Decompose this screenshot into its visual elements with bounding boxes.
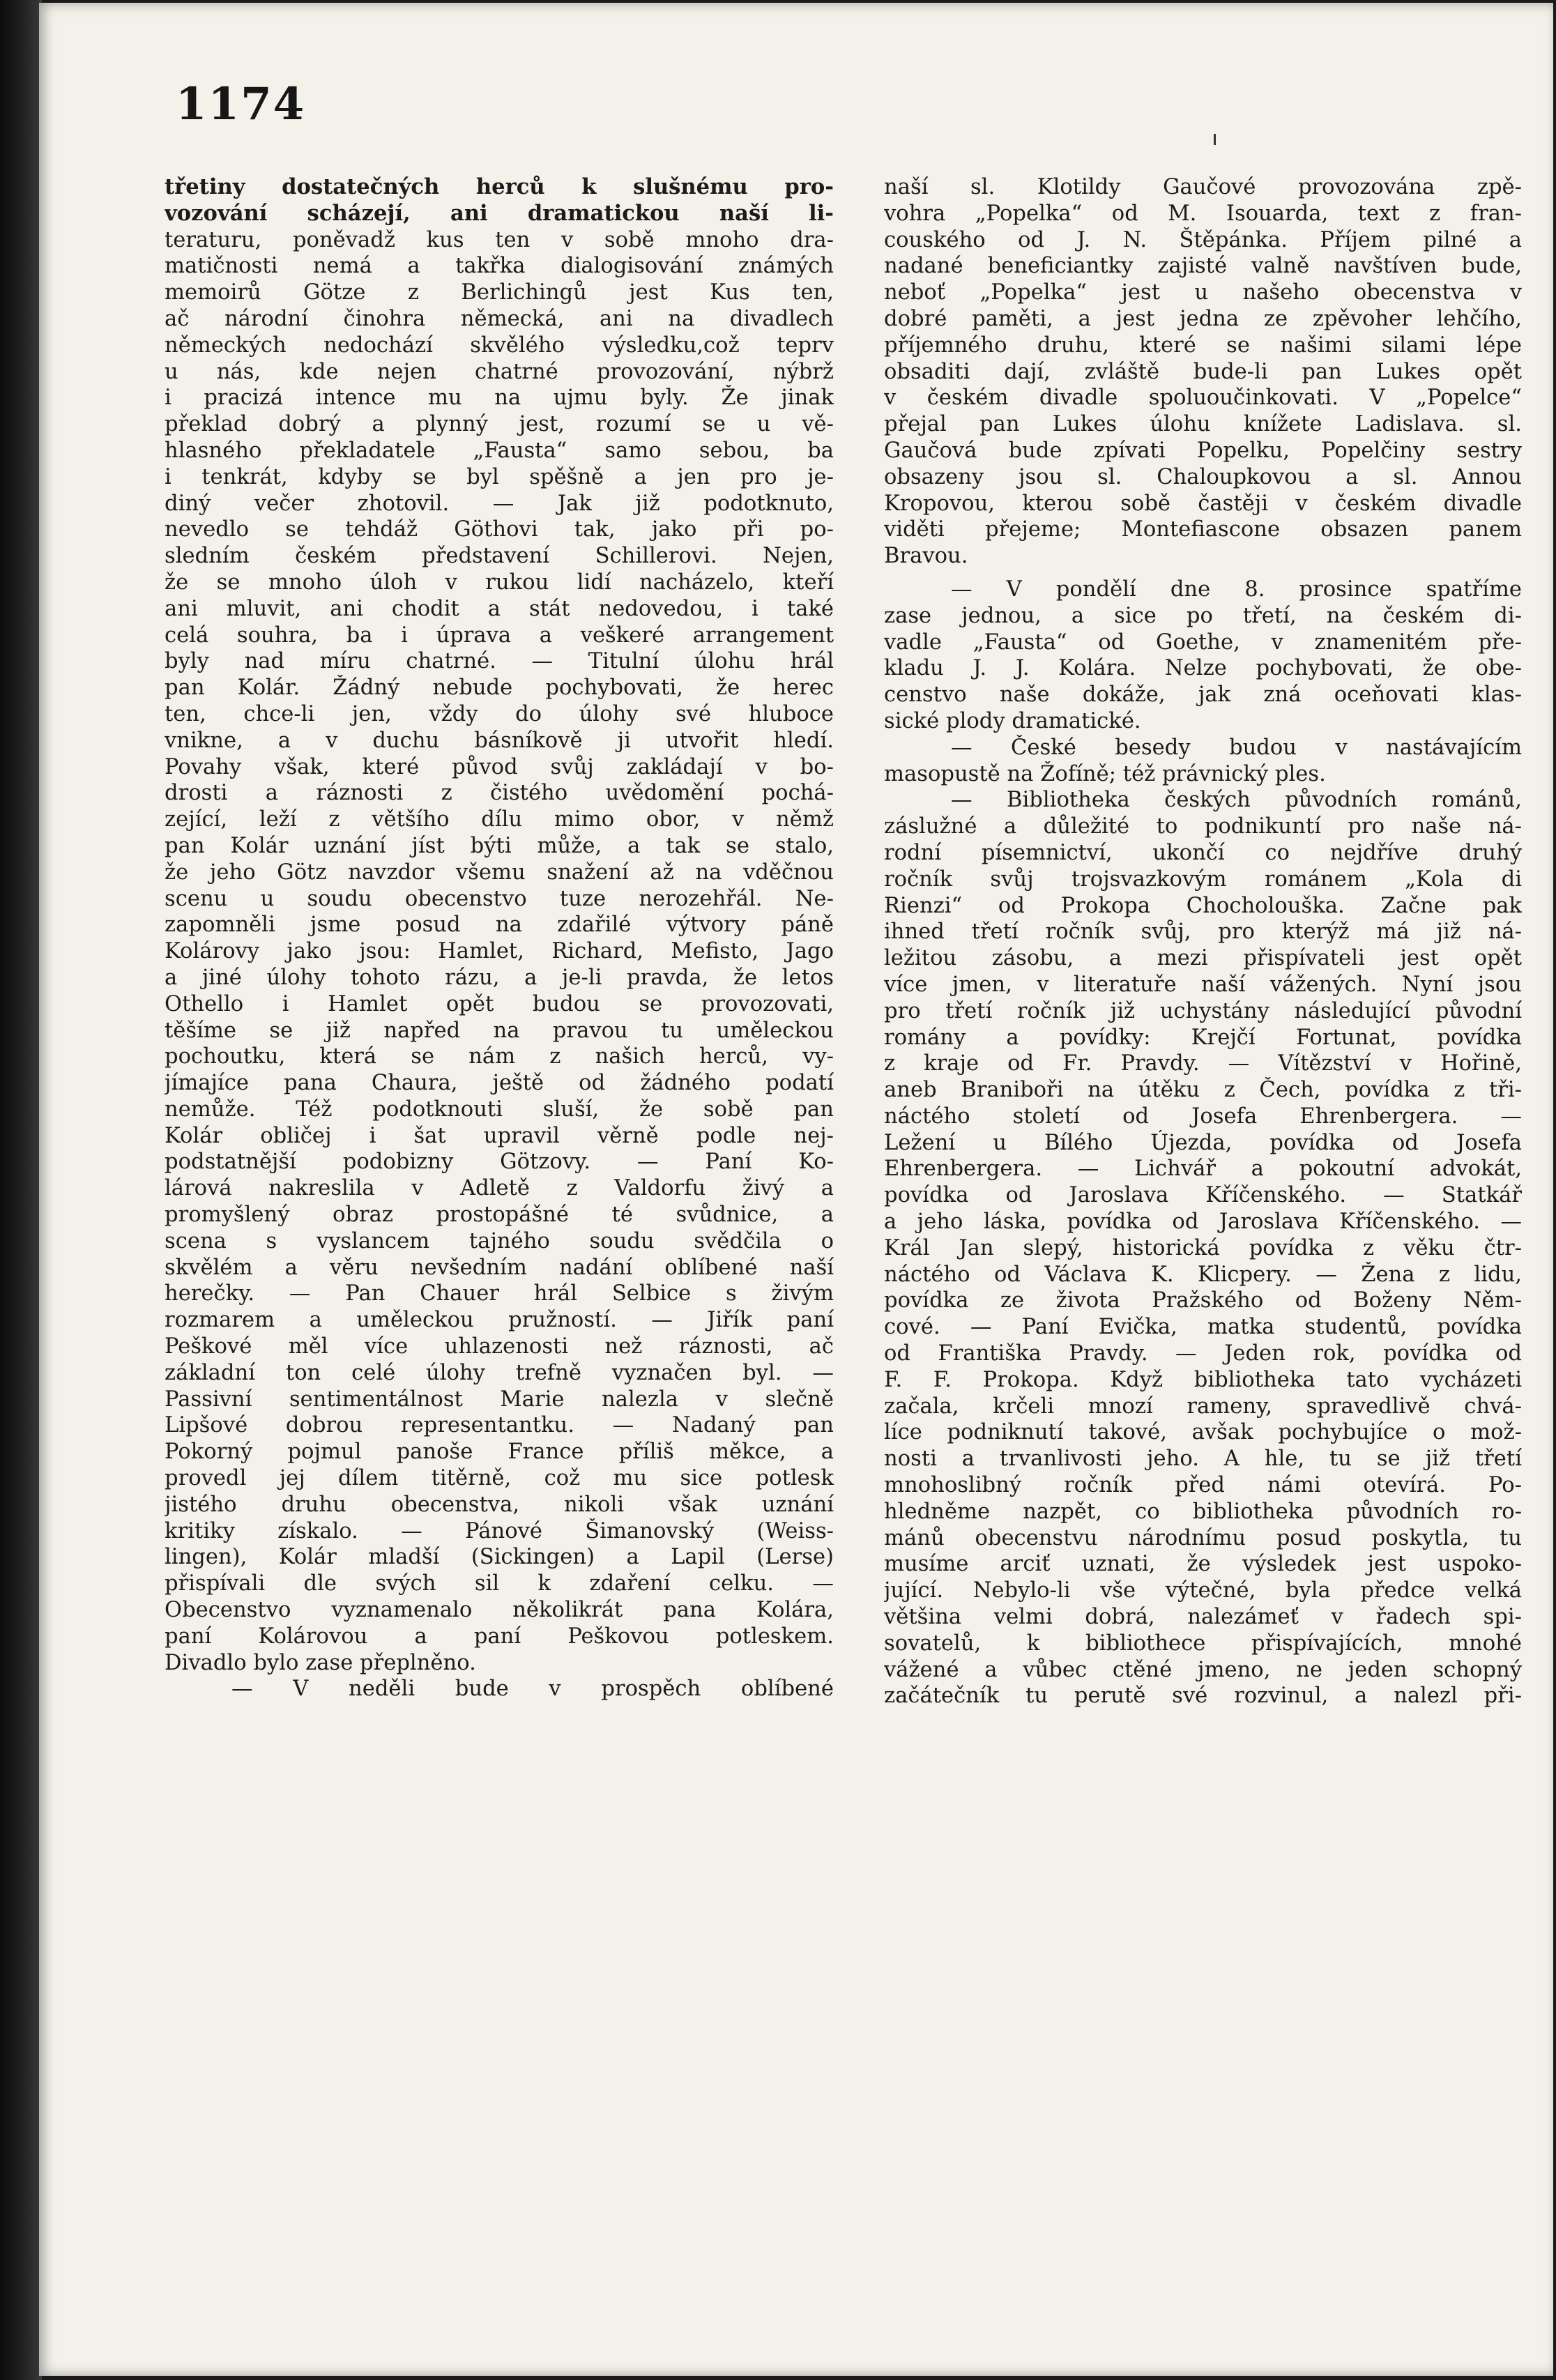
text-line: promyšlený obraz prostopášné té svůdnice, a <box>165 1203 834 1228</box>
text-line: Kropovou, kterou sobě častěji v českém divadle <box>884 491 1522 516</box>
text-line: Passivní sentimentálnost Marie nalezla v slečně <box>165 1387 834 1412</box>
text-line: zase jednou, a sice po třetí, na českém di- <box>884 603 1522 628</box>
text-line: sledním českém představení Schillerovi. Nejen, <box>165 544 834 569</box>
text-line: i tenkrát, kdyby se byl spěšně a jen pro je- <box>165 464 834 489</box>
text-line: celá souhra, ba i úprava a veškeré arrangement <box>165 623 834 648</box>
text-line: — Bibliotheka českých původních románů, <box>951 788 1522 813</box>
text-line: teraturu, poněvadž kus ten v sobě mnoho dra- <box>165 227 834 252</box>
text-line: začátečník tu perutě své rozvinul, a nalezl při- <box>884 1684 1522 1709</box>
text-line: skvělém a věru nevšedním nadání oblíbené naší <box>165 1255 834 1280</box>
text-line: přejal pan Lukes úlohu knížete Ladislava. sl. <box>884 412 1522 437</box>
text-line: ihned třetí ročník svůj, pro kterýž má již ná- <box>884 920 1522 945</box>
right-text-column <box>884 174 1522 1709</box>
text-line: naší sl. Klotildy Gaučové provozována zpě- <box>884 175 1522 199</box>
text-line: vozování scházejí, ani dramatickou naší li- <box>165 200 834 226</box>
text-line: Povahy však, které původ svůj zakládají v bo- <box>165 754 834 779</box>
text-line: lárová nakreslila v Adletě z Valdorfu živý a <box>165 1176 834 1201</box>
text-line: ten, chce-li jen, vždy do úlohy své hluboce <box>165 701 834 726</box>
text-line: drosti a ráznosti z čistého uvědomění pochá- <box>165 781 834 806</box>
left-text-column <box>165 174 834 1702</box>
text-line: záslužné a důležité to podnikuntí pro naše ná- <box>884 814 1522 839</box>
text-line: ročník svůj trojsvazkovým románem „Kola di <box>884 867 1522 892</box>
text-line: povídka od Jaroslava Kříčenského. — Statkář <box>884 1183 1522 1208</box>
text-line: cové. — Paní Evička, matka studentů, povídka <box>884 1315 1522 1340</box>
text-line: vážené a vůbec ctěné jmeno, ne jeden schopný <box>884 1657 1522 1682</box>
text-line: memoirů Götze z Berlichingů jest Kus ten, <box>165 280 834 305</box>
text-line: paní Kolárovou a paní Peškovou potleskem. <box>165 1624 834 1649</box>
text-line: vohra „Popelka“ od M. Isouarda, text z fran- <box>884 201 1522 226</box>
text-line: většina velmi dobrá, nalezámeť v řadech spi- <box>884 1605 1522 1630</box>
text-line: nosti a trvanlivosti jeho. A hle, tu se již třetí <box>884 1447 1522 1472</box>
text-line: příjemného druhu, které se našimi silami lépe <box>884 333 1522 358</box>
text-line: neboť „Popelka“ jest u našeho obecenstva v <box>884 280 1522 305</box>
text-line: nadané beneficiantky zajisté valně navštíven bude, <box>884 254 1522 279</box>
text-line: kladu J. J. Kolára. Nelze pochybovati, že obe- <box>884 656 1522 681</box>
text-line: provedl jej dílem titěrně, což mu sice potlesk <box>165 1466 834 1491</box>
text-line: náctého od Václava K. Klicpery. — Žena z lidu, <box>884 1262 1522 1287</box>
text-line: hlasného překladatele „Fausta“ samo sebou, ba <box>165 438 834 463</box>
text-line: scena s vyslancem tajného soudu svědčila o <box>165 1228 834 1253</box>
text-line: diný večer zhotovil. — Jak již podotknuto, <box>165 491 834 516</box>
scan-binding-edge <box>0 0 42 2380</box>
text-line: více jmen, v literatuře naší vážených. Nyní jsou <box>884 972 1522 997</box>
text-line: Obecenstvo vyznamenalo několikrát pana Kolára, <box>165 1598 834 1623</box>
text-line: Lipšové dobrou representantku. — Nadaný pan <box>165 1413 834 1438</box>
text-line: u nás, kde nejen chatrné provozování, nýbrž <box>165 359 834 384</box>
text-line: překlad dobrý a plynný jest, rozumí se u vě- <box>165 412 834 437</box>
text-line: Divadlo bylo zase přeplněno. <box>165 1650 476 1675</box>
text-line: Gaučová bude zpívati Popelku, Popelčiny sestry <box>884 438 1522 463</box>
text-line: viděti přejeme; Montefiascone obsazen panem <box>884 517 1522 542</box>
text-line: — V neděli bude v prospěch oblíbené <box>231 1677 834 1702</box>
text-line: rodní písemnictví, ukončí co nejdříve druhý <box>884 840 1522 865</box>
page-number: 1174 <box>176 78 306 130</box>
text-line: scenu u soudu obecenstvo tuze nerozehřál. Ne- <box>165 886 834 911</box>
text-line: ani mluvit, ani chodit a stát nedovedou, i také <box>165 596 834 621</box>
text-line: nemůže. Též podotknouti sluší, že sobě pan <box>165 1097 834 1122</box>
text-line: romány a povídky: Krejčí Fortunat, povídka <box>884 1025 1522 1050</box>
text-line: zející, leží z většího dílu mimo obor, v němž <box>165 807 834 832</box>
text-line: Peškové měl více uhlazenosti než ráznosti, ač <box>165 1334 834 1359</box>
text-line: zapomněli jsme posud na zdařilé výtvory páně <box>165 913 834 938</box>
text-line: dobré paměti, a jest jedna ze zpěvoher lehčího, <box>884 306 1522 331</box>
text-line: v českém divadle spoluоučinkovati. V „Popelce“ <box>884 386 1522 411</box>
text-line: musíme arciť uznati, že výsledek jest uspoko- <box>884 1552 1522 1577</box>
text-line: německých nedochází skvělého výsledku,což teprv <box>165 333 834 358</box>
text-line: a jiné úlohy tohoto rázu, a je-li pravda, že letos <box>165 965 834 990</box>
text-line: vadle „Fausta“ od Goethe, v znamenitém pře- <box>884 630 1522 655</box>
text-line: od Františka Pravdy. — Jeden rok, povídka od <box>884 1341 1522 1366</box>
text-line: Kolár obličej i šat upravil věrně podle nej- <box>165 1123 834 1148</box>
text-line: Ležení u Bílého Újezda, povídka od Josefa <box>884 1130 1522 1155</box>
text-line: couského od J. N. Štěpánka. Příjem pilné a <box>884 227 1522 252</box>
text-line: pro třetí ročník již uchystány následující původní <box>884 998 1522 1023</box>
text-line: — České besedy budou v nastávajícím <box>951 735 1522 760</box>
text-line: Ehrenbergera. — Lichvář a pokoutní advokát, <box>884 1157 1522 1182</box>
text-line: — V pondělí dne 8. prosince spatříme <box>951 577 1522 602</box>
text-line: Pokorný pojmul panoše Francе příliš měkce, a <box>165 1440 834 1465</box>
text-line: censtvo naše dokáže, jak zná oceňovati klas- <box>884 682 1522 708</box>
text-line: podstatnější podobizny Götzovy. — Paní Ko- <box>165 1150 834 1175</box>
text-line: vnikne, a v duchu básníkově ji utvořit hledí. <box>165 728 834 753</box>
text-line: i pracizá intence mu na ujmu byly. Že jinak <box>165 386 834 411</box>
text-line: ležitou zásobu, a mezi přispívateli jest opět <box>884 946 1522 971</box>
text-line: Kolárovy jako jsou: Hamlet, Richard, Mefisto, Jago <box>165 939 834 964</box>
text-line: matičnosti nemá a takřka dialogisování známých <box>165 254 834 279</box>
text-line: F. F. Prokopa. Když bibliotheka tato vycházeti <box>884 1367 1522 1392</box>
text-line: aneb Braniboři na útěku z Čech, povídka z tři- <box>884 1078 1522 1103</box>
text-line: pochoutku, která se nám z našich herců, vy- <box>165 1044 834 1069</box>
text-line: přispívali dle svých sil k zdaření celku. — <box>165 1571 834 1596</box>
text-line: líce podniknutí takové, avšak pochybujíce o mož- <box>884 1420 1522 1445</box>
text-line: byly nad míru chatrné. — Titulní úlohu hrál <box>165 649 834 674</box>
text-line: mnohoslibný ročník před námi otevírá. Po- <box>884 1473 1522 1498</box>
text-line: pan Kolár. Žádný nebude pochybovati, že herec <box>165 676 834 701</box>
ink-speck <box>1214 134 1216 145</box>
text-line: obsazeny jsou sl. Chaloupkovou a sl. Annou <box>884 464 1522 489</box>
text-line: sické plody dramatické. <box>884 708 1141 733</box>
text-line: že se mnoho úloh v rukou lidí nacházelo, kteří <box>165 570 834 595</box>
text-line: Bravou. <box>884 544 968 569</box>
text-line: jistého druhu obecenstva, nikoli však uznání <box>165 1492 834 1517</box>
text-line: pan Kolár uznání jíst býti může, a tak se stalo, <box>165 833 834 858</box>
text-line: Othello i Hamlet opět budou se provozovati, <box>165 991 834 1016</box>
text-line: sovatelů, k bibliothece přispívajících, mnohé <box>884 1631 1522 1656</box>
text-line: lingen), Kolár mladší (Sickingen) a Lapil (Lerse) <box>165 1545 834 1570</box>
text-line: třetiny dostatečných herců k slušnému pro- <box>165 174 834 199</box>
text-line: Král Jan slepý, historická povídka z věku čtr- <box>884 1235 1522 1260</box>
text-line: ač národní činohra německá, ani na divadlech <box>165 306 834 331</box>
text-line: obsaditi dají, zvláště bude-li pan Lukes opět <box>884 359 1522 384</box>
text-line: náctého století od Josefa Ehrenbergera. — <box>884 1104 1522 1129</box>
text-line: že jeho Götz navzdor všemu snažení až na vděčnou <box>165 860 834 885</box>
text-line: základní ton celé úlohy trefně vyznačen byl. — <box>165 1360 834 1385</box>
text-line: povídka ze života Pražského od Boženy Něm- <box>884 1288 1522 1313</box>
text-line: masopustě na Žofíně; též právnický ples. <box>884 761 1326 786</box>
text-line: kritiky získalo. — Pánové Šimanovský (Weiss- <box>165 1518 834 1543</box>
text-line: jující. Nebylo-li vše výtečné, byla předce velká <box>884 1578 1522 1603</box>
text-line: Rienzi“ od Prokopa Chocholouška. Začne pak <box>884 893 1522 918</box>
text-line: z kraje od Fr. Pravdy. — Vítězství v Hořině, <box>884 1051 1522 1076</box>
text-line: nevedlo se tehdáž Göthovi tak, jako při po- <box>165 517 834 542</box>
text-line: a jeho láska, povídka od Jaroslava Kříčenského. — <box>884 1210 1522 1235</box>
text-line: herečky. — Pan Chauer hrál Selbice s živým <box>165 1281 834 1306</box>
text-line: těšíme se již napřed na pravou tu uměleckou <box>165 1018 834 1043</box>
document-page <box>39 3 1553 2376</box>
text-line: jímajíce pana Chaura, ještě od žádného podatí <box>165 1071 834 1096</box>
text-line: rozmarem a uměleckou pružností. — Jiřík paní <box>165 1308 834 1333</box>
text-line: mánů obecenstvu národnímu posud poskytla, tu <box>884 1525 1522 1550</box>
text-line: začala, krčeli mnozí rameny, spravedlivě chvá- <box>884 1394 1522 1419</box>
text-line: hledněme nazpět, co bibliotheka původních ro- <box>884 1499 1522 1524</box>
